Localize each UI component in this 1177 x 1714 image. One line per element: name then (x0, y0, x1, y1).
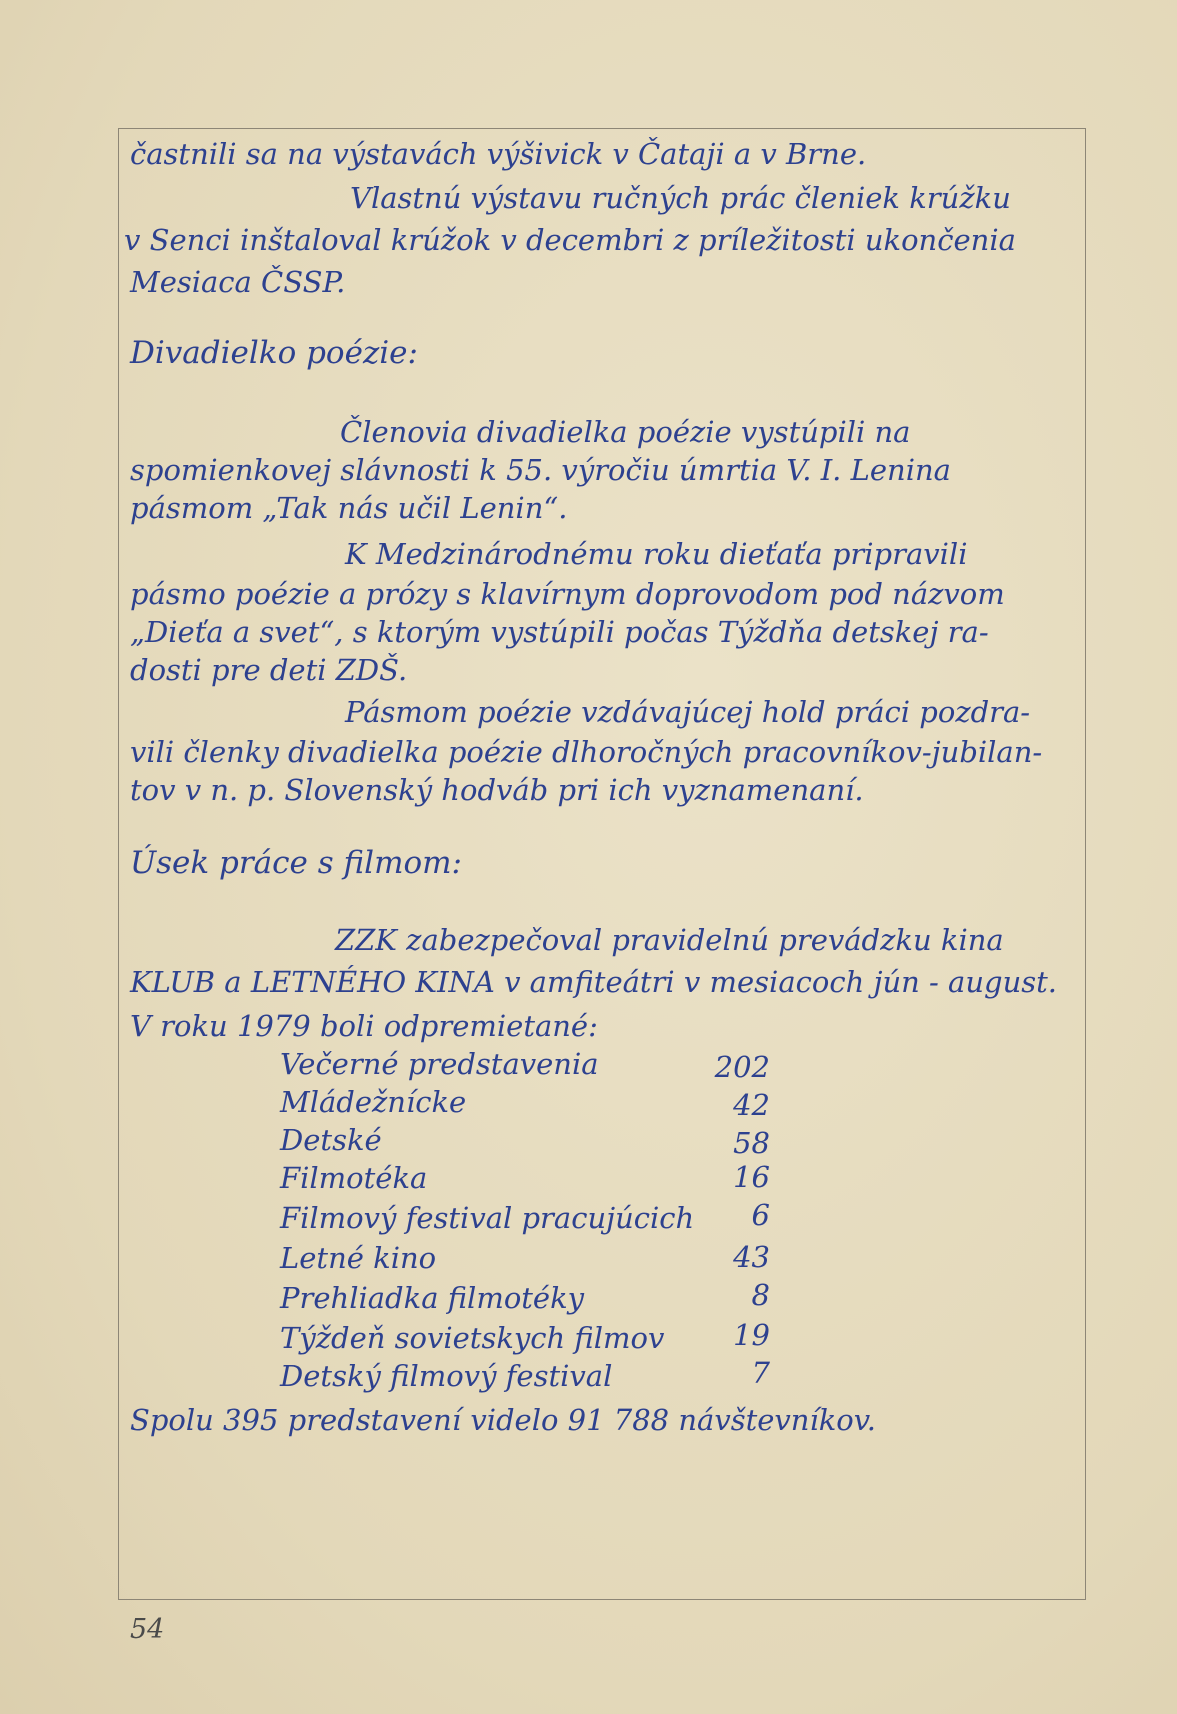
text-line: častnili sa na výstavách výšivick v Čataji a v Brne. (130, 137, 867, 171)
screening-count: 7 (751, 1356, 770, 1390)
screening-label: Večerné predstavenia (280, 1047, 599, 1081)
text-line: pásmom „Tak nás učil Lenin“. (130, 491, 568, 525)
text-line: pásmo poézie a prózy s klavírnym doprovodom pod názvom (130, 577, 1005, 611)
text-line: Vlastnú výstavu ručných prác členiek krúžku (350, 181, 1011, 215)
screening-count: 19 (733, 1318, 770, 1352)
screening-label: Filmotéka (280, 1161, 428, 1195)
text-line: ZZK zabezpečoval pravidelnú prevádzku kina (335, 923, 1004, 957)
screening-count: 43 (733, 1240, 770, 1274)
screening-label: Filmový festival pracujúcich (280, 1201, 695, 1235)
summary-line: Spolu 395 predstavení videlo 91 788 návštevníkov. (130, 1403, 876, 1437)
section-heading: Úsek práce s filmom: (130, 845, 462, 881)
text-line: spomienkovej slávnosti k 55. výročiu úmrtia V. I. Lenina (130, 453, 951, 487)
screening-count: 8 (751, 1278, 770, 1312)
screening-count: 16 (733, 1160, 770, 1194)
section-heading: Divadielko poézie: (130, 335, 418, 371)
text-line: v Senci inštaloval krúžok v decembri z príležitosti ukončenia (124, 223, 1016, 257)
text-line: Členovia divadielka poézie vystúpili na (340, 415, 911, 449)
screening-label: Prehliadka filmotéky (280, 1281, 585, 1315)
text-line: Pásmom poézie vzdávajúcej hold práci pozdra- (345, 695, 1031, 729)
page-number: 54 (130, 1614, 165, 1645)
text-line: dosti pre deti ZDŠ. (130, 653, 408, 687)
screening-label: Detský filmový festival (280, 1359, 613, 1393)
screening-count: 6 (751, 1198, 770, 1232)
text-line: Mesiaca ČSSP. (130, 265, 346, 299)
text-line: vili členky divadielka poézie dlhoročných pracovníkov-jubilan- (130, 735, 1043, 769)
text-line: KLUB a LETNÉHO KINA v amfiteátri v mesiacoch jún - august. (130, 965, 1058, 999)
screening-label: Detské (280, 1123, 382, 1157)
screening-label: Letné kino (280, 1241, 437, 1275)
screening-count: 58 (733, 1126, 770, 1160)
text-line: K Medzinárodnému roku dieťaťa pripravili (345, 537, 968, 571)
text-line: tov v n. p. Slovenský hodváb pri ich vyznamenaní. (130, 773, 864, 807)
screening-label: Mládežnícke (280, 1085, 467, 1119)
text-line: „Dieťa a svet“, s ktorým vystúpili počas Týždňa detskej ra- (130, 615, 989, 649)
screening-count: 42 (733, 1088, 770, 1122)
text-line: V roku 1979 boli odpremietané: (130, 1009, 598, 1043)
screening-count: 202 (714, 1050, 770, 1084)
screening-label: Týždeň sovietskych filmov (280, 1321, 665, 1355)
